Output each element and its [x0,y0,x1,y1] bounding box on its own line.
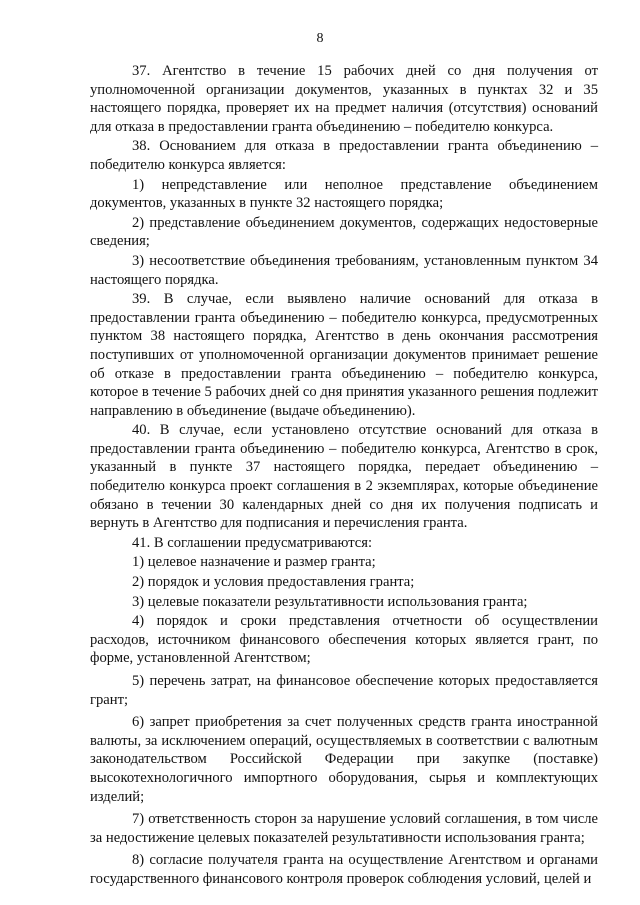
paragraph-41-item-8: 8) согласие получателя гранта на осуществление Агентством и органами государственного финансового контроля проверок соблюдения условий, целей и [90,852,598,887]
paragraph-41-item-1: 1) целевое назначение и размер гранта; [132,554,376,571]
paragraph-38-item-3: 3) несоответствие объединения требованиям, установленным пунктом 34 настоящего порядка. [90,252,598,288]
paragraph-37: 37. Агентство в течение 15 рабочих дней со дня получения от уполномоченной организации документов, указанных в пунктах 32 и 35 настоящего порядка, проверяет их на предмет наличия (отсутствия) оснований для отказа в предоставлении гранта объединению – победителю конкурса. [90,63,598,135]
paragraph-41-item-4: 4) порядок и сроки представления отчетности об осуществлении расходов, источником финансового обеспечения которых является грант, по форме, установленной Агентством; [90,613,598,667]
paragraph-39: 39. В случае, если выявлено наличие оснований для отказа в предоставлении гранта объединению – победителю конкурса, предусмотренных пунктом 38 настоящего порядка, Агентство в день окончания рассмотрения поступивших от уполномоченной организации документов принимает решение об отказе в предоставлении гранта объединению – победителю конкурса, которое в течение 5 рабочих дней со дня принятия указанного решения подлежит направлению в объединение (выдаче объединению). [90,291,598,419]
paragraph-38-item-1: 1) непредставление или неполное представление объединением документов, указанных в пункте 32 настоящего порядка; [90,176,598,212]
paragraph-40: 40. В случае, если установлено отсутствие оснований для отказа в предоставлении гранта объединению – победителю конкурса, Агентство в срок, указанный в пункте 37 настоящего порядка, передает объединению – победителю конкурса проект соглашения в 2 экземплярах, которые объединение обязано в течении 30 календарных дней со дня их получения подписать и вернуть в Агентство для подписания и перечисления гранта. [90,422,598,532]
page-number: 8 [316,31,324,46]
paragraph-41-item-7: 7) ответственность сторон за нарушение условий соглашения, в том числе за недостижение целевых показателей результативности использования гранта; [90,811,598,846]
paragraph-41-item-5: 5) перечень затрат, на финансовое обеспечение которых предоставляется грант; [90,673,598,708]
paragraph-41-item-2: 2) порядок и условия предоставления гранта; [132,574,415,591]
paragraph-38: 38. Основанием для отказа в предоставлении гранта объединению – победителю конкурса является: [90,138,598,173]
document-body [90,62,598,890]
paragraph-41-item-6: 6) запрет приобретения за счет полученных средств гранта иностранной валюты, за исключением операций, осуществляемых в соответствии с валютным законодательством Российской Федерации при закупке (поставке) высокотехнологичного импортного оборудования, сырья и комплектующих изделий; [90,714,598,805]
paragraph-38-item-2: 2) представление объединением документов, содержащих недостоверные сведения; [90,214,598,250]
paragraph-41-item-3: 3) целевые показатели результативности использования гранта; [132,593,528,610]
paragraph-41: 41. В соглашении предусматриваются: [132,534,373,551]
